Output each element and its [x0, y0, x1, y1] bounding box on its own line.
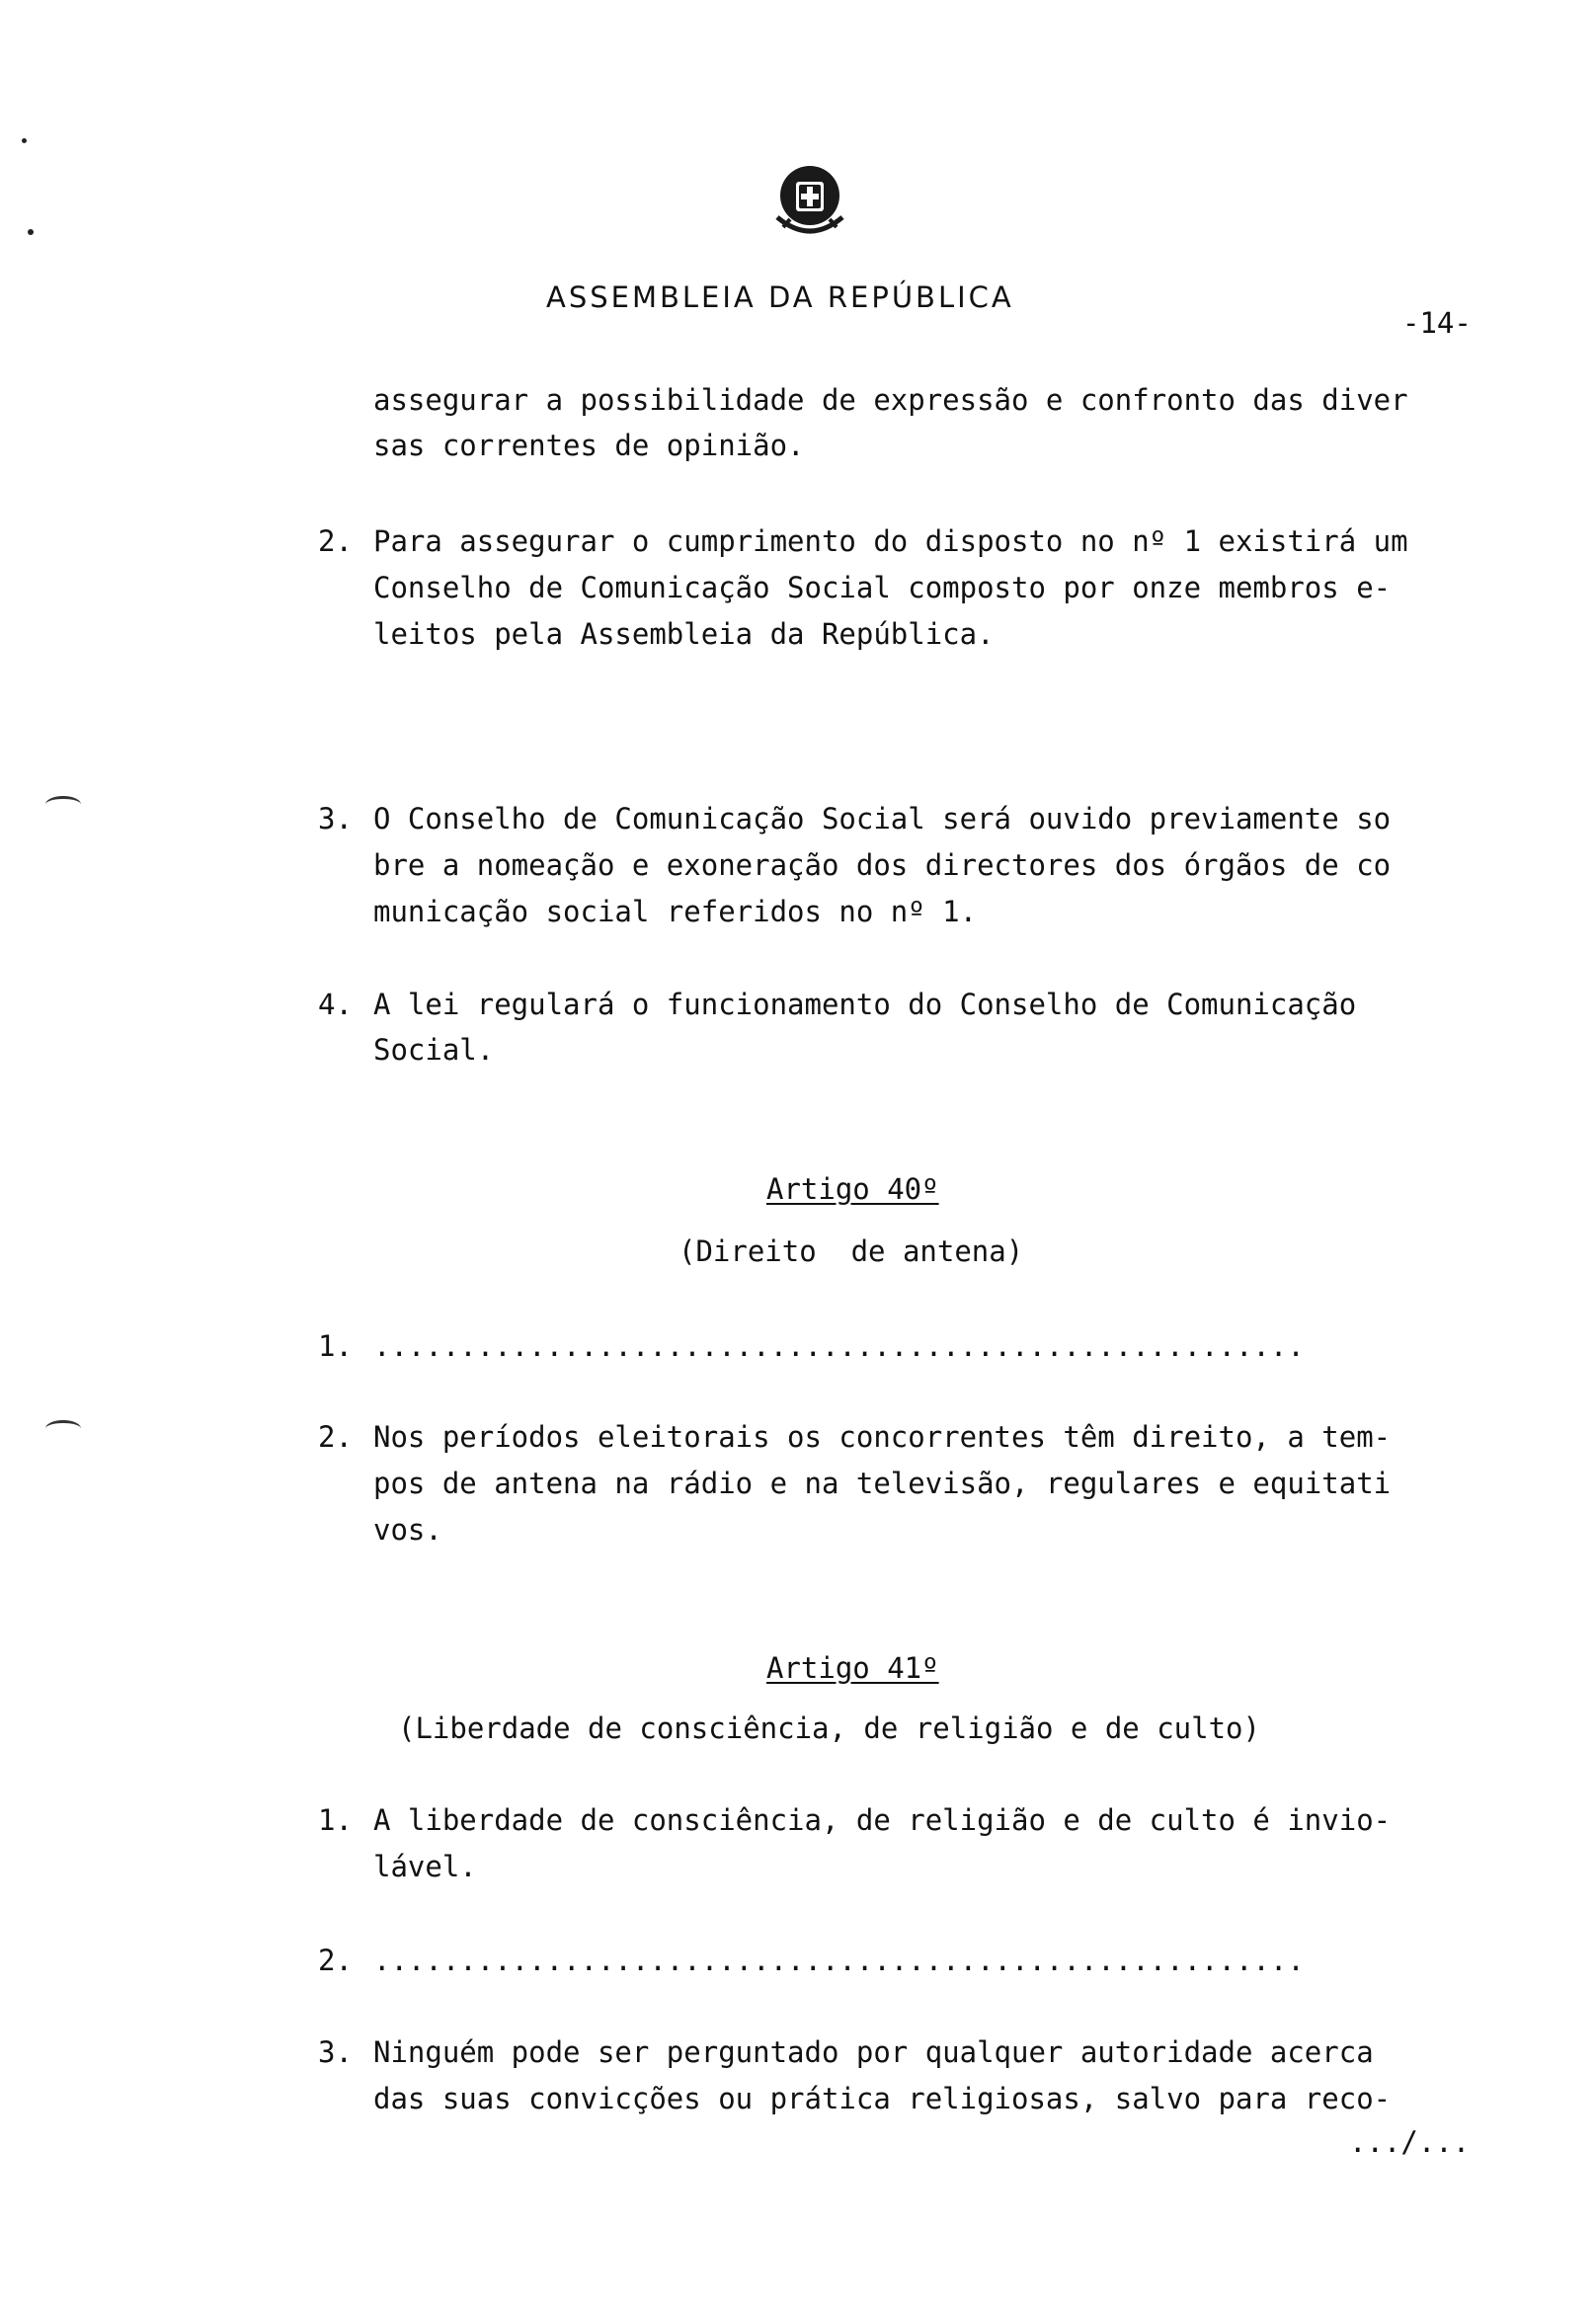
text-line: Para assegurar o cumprimento do disposto no nº 1 existirá um: [373, 524, 1408, 558]
article-title: Artigo 40º: [766, 1172, 939, 1206]
item-number: 2.: [318, 1944, 353, 1977]
text-line: Ninguém pode ser perguntado por qualquer autoridade acerca: [373, 2035, 1374, 2069]
text-line: pos de antena na rádio e na televisão, regulares e equitati: [373, 1467, 1392, 1500]
scan-speck: [28, 229, 34, 235]
item-number: 2.: [318, 524, 353, 558]
text-line: sas correntes de opinião.: [373, 429, 805, 462]
item-number: 4.: [318, 988, 353, 1021]
omitted-text-dots: ......................................................: [373, 1944, 1305, 1977]
text-line: das suas convicções ou prática religiosas, salvo para reco-: [373, 2082, 1392, 2115]
text-line: A lei regulará o funcionamento do Conselho de Comunicação: [373, 988, 1357, 1021]
page-number: -14-: [1402, 306, 1472, 340]
omitted-text-dots: ......................................................: [373, 1329, 1305, 1363]
item-number: 3.: [318, 802, 353, 835]
text-line: bre a nomeação e exoneração dos directores dos órgãos de co: [373, 848, 1392, 882]
scan-speck: [22, 138, 27, 143]
article-subtitle: (Liberdade de consciência, de religião e de culto): [398, 1711, 1260, 1745]
text-line: Conselho de Comunicação Social composto por onze membros e-: [373, 571, 1392, 604]
punch-hole-mark: [45, 796, 81, 813]
text-line: lável.: [373, 1850, 477, 1883]
item-number: 3.: [318, 2035, 353, 2069]
institution-name: ASSEMBLEIA DA REPÚBLICA: [546, 280, 1014, 314]
text-line: Nos períodos eleitorais os concorrentes têm direito, a tem-: [373, 1420, 1392, 1454]
item-number: 1.: [318, 1803, 353, 1837]
text-line: leitos pela Assembleia da República.: [373, 617, 995, 651]
punch-hole-mark: [45, 1420, 81, 1437]
article-title: Artigo 41º: [766, 1651, 939, 1685]
text-line: Social.: [373, 1033, 495, 1067]
text-line: municação social referidos no nº 1.: [373, 895, 978, 928]
text-line: O Conselho de Comunicação Social será ouvido previamente so: [373, 802, 1392, 835]
text-line: A liberdade de consciência, de religião e de culto é invio-: [373, 1803, 1392, 1837]
text-line: assegurar a possibilidade de expressão e confronto das diver: [373, 383, 1408, 417]
coat-of-arms-emblem: [765, 158, 854, 247]
text-line: vos.: [373, 1513, 442, 1547]
item-number: 1.: [318, 1329, 353, 1363]
article-subtitle: (Direito de antena): [678, 1234, 1024, 1268]
continuation-mark: .../...: [1349, 2125, 1471, 2159]
item-number: 2.: [318, 1420, 353, 1454]
